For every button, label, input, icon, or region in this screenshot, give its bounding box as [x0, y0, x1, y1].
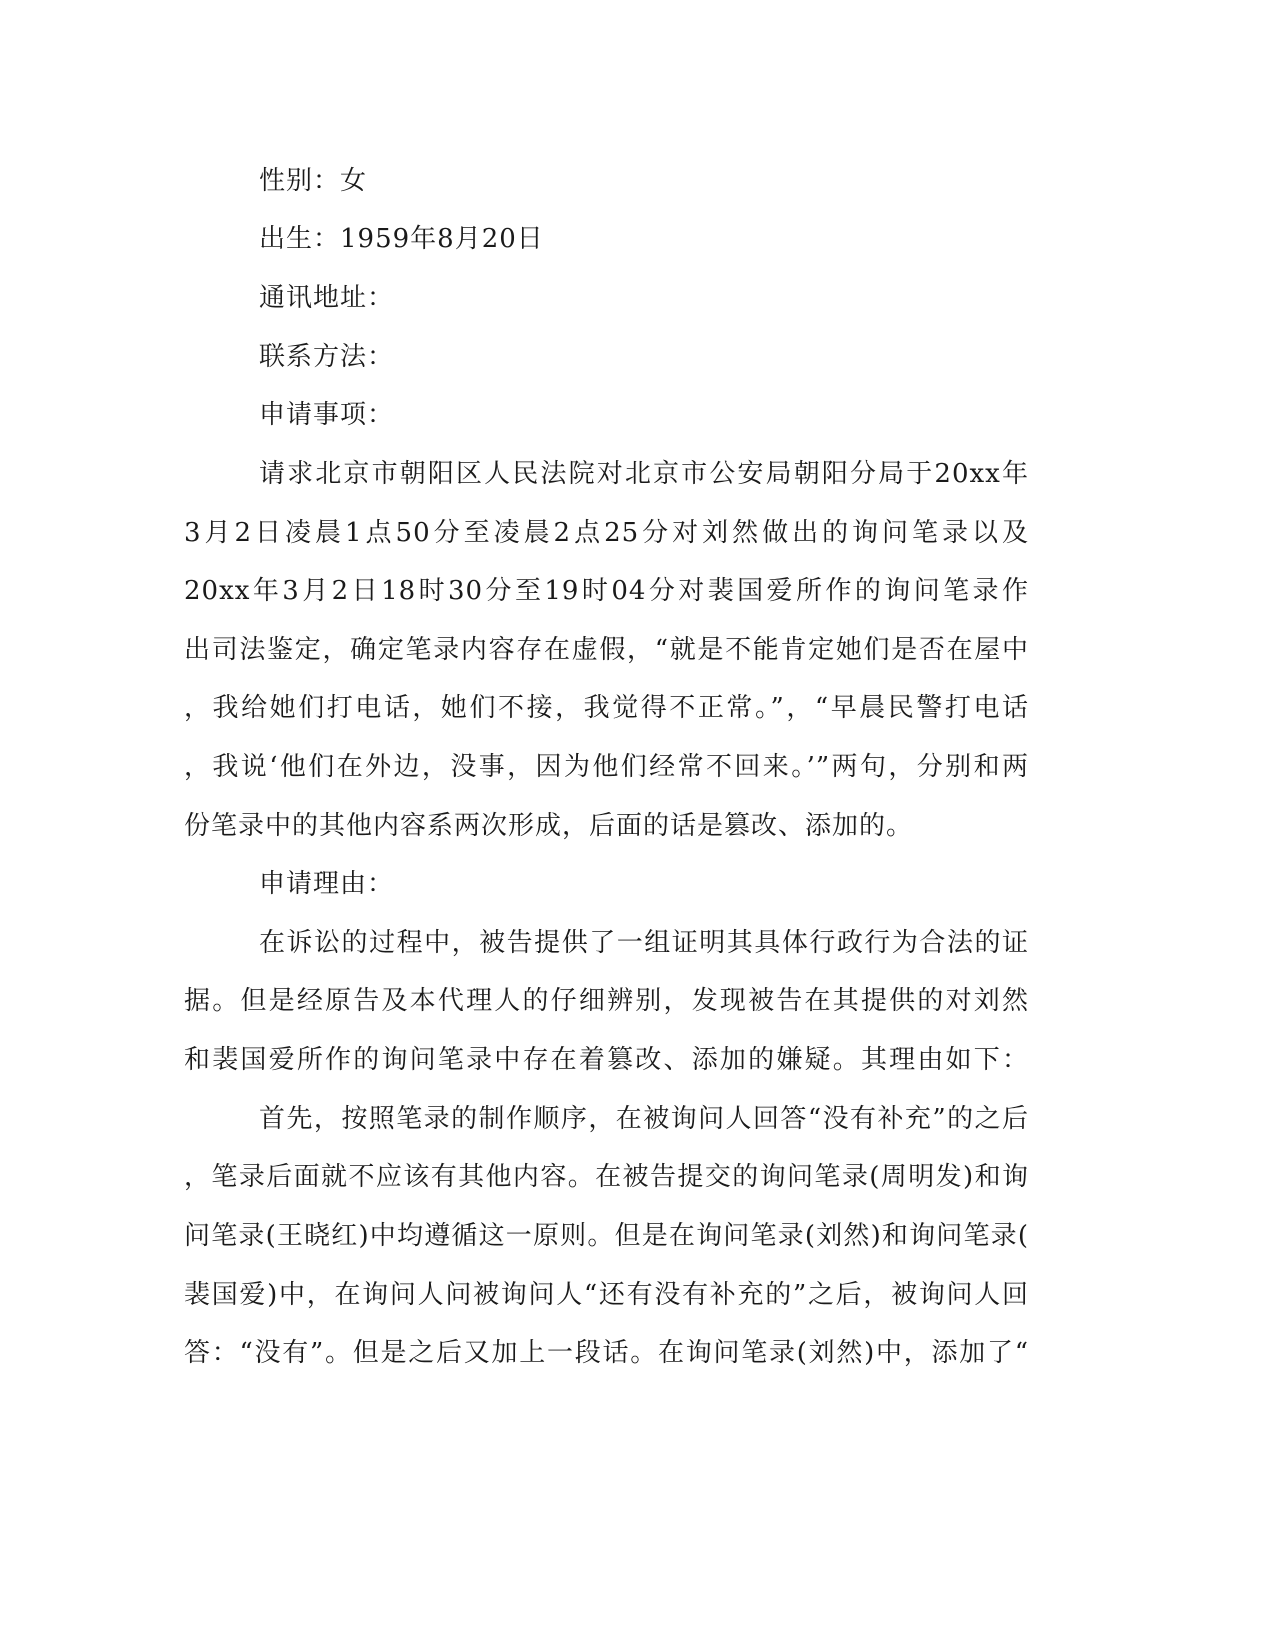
- request-line: 请求北京市朝阳区人民法院对北京市公安局朝阳分局于20xx年: [259, 459, 1029, 489]
- request-line: ，我说‘他们在外边，没事，因为他们经常不回来。’”两句，分别和两: [184, 752, 1029, 782]
- address-line: 通讯地址：: [259, 283, 395, 313]
- request-line: 出司法鉴定，确定笔录内容存在虚假，“就是不能肯定她们是否在屋中: [184, 635, 1029, 665]
- reason-line: 问笔录(王晓红)中均遵循这一原则。但是在询问笔录(刘然)和询问笔录(: [184, 1221, 1029, 1251]
- reason-line: 在诉讼的过程中，被告提供了一组证明其具体行政行为合法的证: [259, 928, 1029, 958]
- reason-line: 答：“没有”。但是之后又加上一段话。在询问笔录(刘然)中，添加了“: [184, 1338, 1029, 1368]
- reason-line: 裴国爱)中，在询问人问被询问人“还有没有补充的”之后，被询问人回: [184, 1280, 1029, 1310]
- reason-heading: 申请理由：: [259, 869, 395, 899]
- reason-line: 据。但是经原告及本代理人的仔细辨别，发现被告在其提供的对刘然: [184, 986, 1029, 1016]
- contact-line: 联系方法：: [259, 342, 395, 372]
- reason-line: ，笔录后面就不应该有其他内容。在被告提交的询问笔录(周明发)和询: [184, 1162, 1029, 1192]
- birth-line: 出生：1959年8月20日: [259, 224, 544, 254]
- request-line: ，我给她们打电话，她们不接，我觉得不正常。”，“早晨民警打电话: [184, 693, 1029, 723]
- request-line: 20xx年3月2日18时30分至19时04分对裴国爱所作的询问笔录作: [184, 576, 1029, 606]
- reason-line: 首先，按照笔录的制作顺序，在被询问人回答“没有补充”的之后: [259, 1104, 1029, 1134]
- request-line: 3月2日凌晨1点50分至凌晨2点25分对刘然做出的询问笔录以及: [184, 518, 1029, 548]
- request-line: 份笔录中的其他内容系两次形成，后面的话是篡改、添加的。: [184, 811, 914, 841]
- gender-line: 性别：女: [259, 166, 368, 196]
- reason-line: 和裴国爱所作的询问笔录中存在着篡改、添加的嫌疑。其理由如下：: [184, 1045, 1029, 1075]
- request-heading: 申请事项：: [259, 400, 395, 430]
